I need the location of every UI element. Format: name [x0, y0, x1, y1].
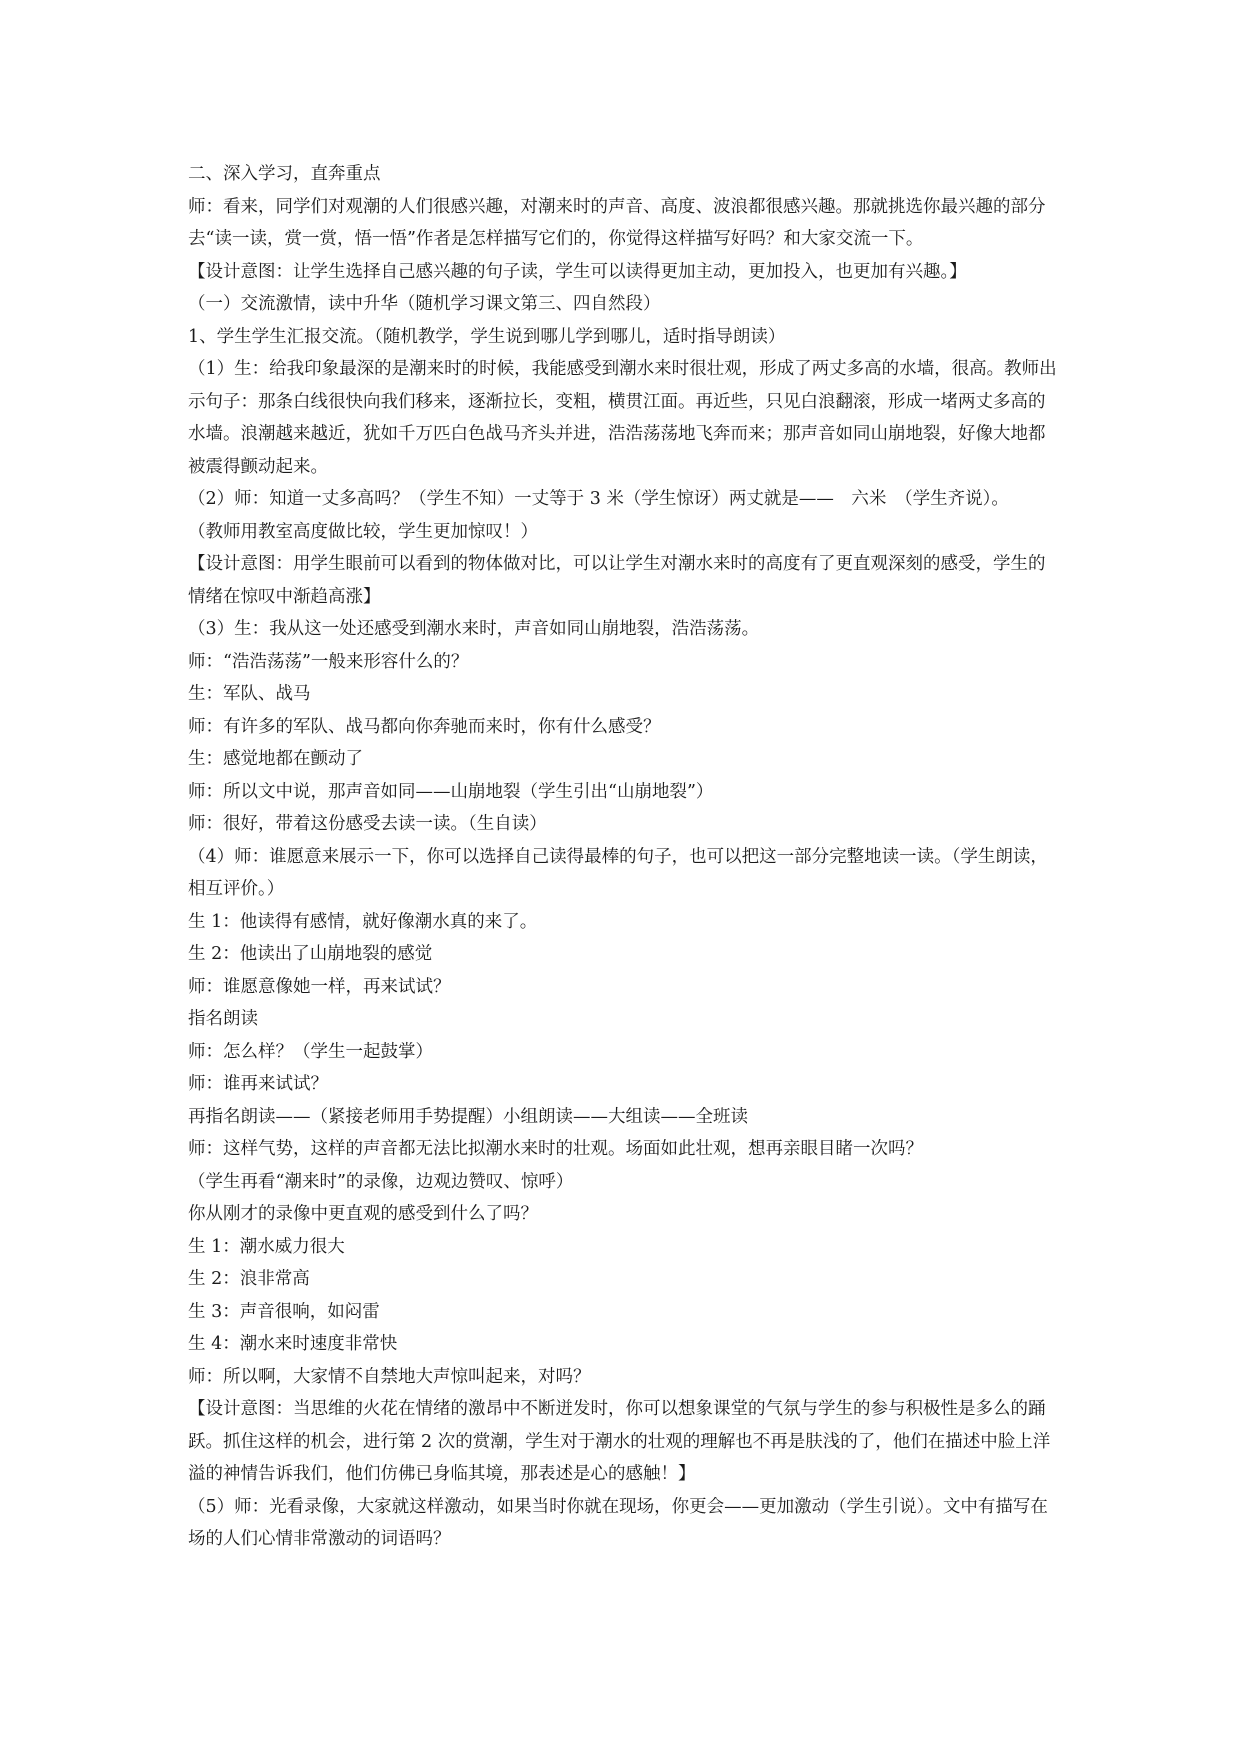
- design-intent-note: 【设计意图：当思维的火花在情绪的激昂中不断迸发时，你可以想象课堂的气氛与学生的参与积极性是多么的踊跃。抓住这样的机会，进行第 2 次的赏潮，学生对于潮水的壮观的理解也不再是肤浅的了，他们在描述中脸上洋溢的神情告诉我们，他们仿佛已身临其境，那表述是心的感触！】: [188, 1399, 1051, 1484]
- paragraph: 生 1：他读得有感情，就好像潮水真的来了。: [188, 911, 538, 932]
- paragraph: 师：这样气势，这样的声音都无法比拟潮水来时的壮观。场面如此壮观，想再亲眼目睹一次吗？: [188, 1139, 923, 1159]
- paragraph: 师：有许多的军队、战马都向你奔驰而来时，你有什么感受？: [188, 716, 661, 737]
- paragraph: 师：所以啊，大家情不自禁地大声惊叫起来，对吗？: [188, 1366, 591, 1387]
- paragraph: 生 2：他读出了山崩地裂的感觉: [188, 944, 433, 964]
- paragraph: 师：谁再来试试？: [188, 1074, 328, 1094]
- design-intent-note: 【设计意图：让学生选择自己感兴趣的句子读，学生可以读得更加主动，更加投入，也更加有兴趣。】: [188, 261, 967, 282]
- paragraph: 生 4：潮水来时速度非常快: [188, 1334, 398, 1354]
- paragraph: 师：很好，带着这份感受去读一读。（生自读）: [188, 814, 547, 834]
- paragraph: （4）师：谁愿意来展示一下，你可以选择自己读得最棒的句子，也可以把这一部分完整地读一读。（学生朗读，相互评价。）: [188, 846, 1048, 899]
- document-page: [188, 158, 1058, 1556]
- design-intent-note: 【设计意图：用学生眼前可以看到的物体做对比，可以让学生对潮水来时的高度有了更直观深刻的感受，学生的情绪在惊叹中渐趋高涨】: [188, 554, 1046, 607]
- paragraph: 师：所以文中说，那声音如同——山崩地裂（学生引出“山崩地裂”）: [188, 781, 714, 802]
- paragraph: （学生再看“潮来时”的录像，边观边赞叹、惊呼）: [188, 1171, 574, 1192]
- paragraph: 生 2：浪非常高: [188, 1269, 310, 1289]
- paragraph: （3）生：我从这一处还感受到潮水来时，声音如同山崩地裂，浩浩荡荡。: [188, 619, 760, 639]
- paragraph: 1、学生学生汇报交流。（随机教学，学生说到哪儿学到哪儿，适时指导朗读）: [188, 326, 786, 347]
- paragraph: （5）师：光看录像，大家就这样激动，如果当时你就在现场，你更会——更加激动（学生引说）。文中有描写在场的人们心情非常激动的词语吗？: [188, 1496, 1048, 1549]
- paragraph: 生 3：声音很响，如闷雷: [188, 1301, 380, 1322]
- paragraph: 师：看来，同学们对观潮的人们很感兴趣，对潮来时的声音、高度、波浪都很感兴趣。那就挑选你最兴趣的部分去“读一读，赏一赏，悟一悟”作者是怎样描写它们的，你觉得这样描写好吗？和大家交流一下。: [188, 196, 1046, 249]
- paragraph: （2）师：知道一丈多高吗？（学生不知）一丈等于 3 米（学生惊讶）两丈就是—— 六米 （学生齐说）。: [188, 489, 1009, 509]
- paragraph: （教师用教室高度做比较，学生更加惊叹！）: [188, 521, 538, 542]
- paragraph: 生：感觉地都在颤动了: [188, 749, 363, 769]
- paragraph: 师：怎么样？（学生一起鼓掌）: [188, 1041, 433, 1062]
- paragraph: （1）生：给我印象最深的是潮来时的时候，我能感受到潮水来时很壮观，形成了两丈多高的水墙，很高。教师出示句子：那条白线很快向我们移来，逐渐拉长，变粗，横贯江面。再近些，只见白浪翻滚，形成一堵两丈多高的水墙。浪潮越来越近，犹如千万匹白色战马齐头并进，浩浩荡荡地飞奔而来；那声音如同山崩地裂，好像大地都被震得颤动起来。: [188, 359, 1057, 477]
- section-heading: 二、深入学习，直奔重点: [188, 164, 381, 184]
- paragraph: 指名朗读: [188, 1009, 258, 1029]
- paragraph: 师：“浩浩荡荡”一般来形容什么的？: [188, 651, 469, 672]
- subsection-heading: （一）交流激情，读中升华（随机学习课文第三、四自然段）: [188, 294, 661, 314]
- paragraph: 你从刚才的录像中更直观的感受到什么了吗？: [188, 1204, 538, 1224]
- paragraph: 再指名朗读——（紧接老师用手势提醒）小组朗读——大组读——全班读: [188, 1106, 748, 1127]
- paragraph: 师：谁愿意像她一样，再来试试？: [188, 976, 451, 997]
- paragraph: 生：军队、战马: [188, 684, 311, 704]
- paragraph: 生 1：潮水威力很大: [188, 1236, 345, 1257]
